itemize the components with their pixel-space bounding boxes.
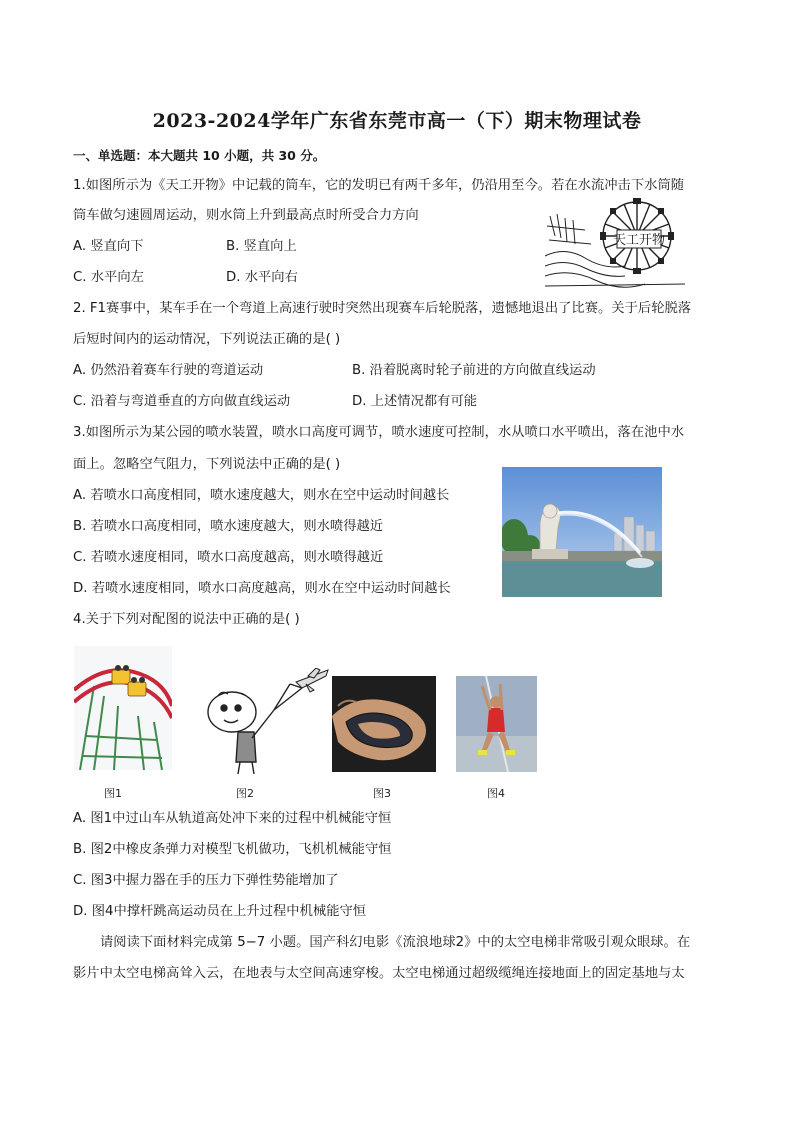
- q2-stem-line2: 后短时间内的运动情况，下列说法正确的是( ): [73, 332, 341, 347]
- figure-4-caption: 图4: [487, 787, 505, 800]
- hand-grip-photo: [332, 676, 436, 772]
- q3-option-b: B. 若喷水口高度相同，喷水速度越大，则水喷得越近: [73, 519, 384, 534]
- q3-option-d: D. 若喷水速度相同，喷水口高度越高，则水在空中运动时间越长: [73, 581, 451, 596]
- q2-option-d: D. 上述情况都有可能: [352, 394, 478, 409]
- fountain-photo: [502, 467, 662, 597]
- q4-option-b: B. 图2中橡皮条弹力对模型飞机做功，飞机机械能守恒: [73, 842, 392, 857]
- page-title: 2023-2024学年广东省东莞市高一（下）期末物理试卷: [152, 110, 642, 132]
- q1-option-c: C. 水平向左: [73, 270, 144, 285]
- q1-stem-line2: 筒车做匀速圆周运动，则水筒上升到最高点时所受合力方向: [73, 208, 419, 223]
- q4-stem: 4.关于下列对配图的说法中正确的是( ): [73, 612, 300, 627]
- water-wheel-figure: [545, 196, 685, 290]
- section-heading: 一、单选题：本大题共 10 小题，共 30 分。: [73, 148, 326, 163]
- passage-line1: 请阅读下面材料完成第 5−7 小题。国产科幻电影《流浪地球2》中的太空电梯非常吸引观众眼球。在: [100, 935, 691, 950]
- tiangong-seal-text: 天工开物: [612, 233, 666, 248]
- q2-option-a: A. 仍然沿着赛车行驶的弯道运动: [73, 363, 264, 378]
- q4-option-d: D. 图4中撑杆跳高运动员在上升过程中机械能守恒: [73, 904, 367, 919]
- q3-stem-line2: 面上。忽略空气阻力，下列说法中正确的是( ): [73, 457, 341, 472]
- figure-1-caption: 图1: [104, 787, 122, 800]
- model-plane-cartoon: [198, 668, 332, 776]
- q2-option-b: B. 沿着脱离时轮子前进的方向做直线运动: [352, 363, 596, 378]
- passage-line2: 影片中太空电梯高耸入云，在地表与太空间高速穿梭。太空电梯通过超级缆绳连接地面上的固定基地与太: [73, 966, 685, 981]
- q4-option-a: A. 图1中过山车从轨道高处冲下来的过程中机械能守恒: [73, 811, 392, 826]
- q4-option-c: C. 图3中握力器在手的压力下弹性势能增加了: [73, 873, 339, 888]
- pole-vault-photo: [456, 676, 537, 772]
- roller-coaster-photo: [74, 646, 172, 770]
- q1-stem-line1: 1.如图所示为《天工开物》中记载的筒车，它的发明已有两千多年，仍沿用至今。若在水流冲击下水筒随: [73, 178, 685, 193]
- q2-option-c: C. 沿着与弯道垂直的方向做直线运动: [73, 394, 291, 409]
- q3-option-a: A. 若喷水口高度相同，喷水速度越大，则水在空中运动时间越长: [73, 488, 450, 503]
- q1-option-b: B. 竖直向上: [226, 239, 297, 254]
- q3-option-c: C. 若喷水速度相同，喷水口高度越高，则水喷得越近: [73, 550, 384, 565]
- figure-3-caption: 图3: [373, 787, 391, 800]
- figure-2-caption: 图2: [236, 787, 254, 800]
- q1-option-d: D. 水平向右: [226, 270, 298, 285]
- q3-stem-line1: 3.如图所示为某公园的喷水装置，喷水口高度可调节，喷水速度可控制，水从喷口水平喷出，落在池中水: [73, 425, 685, 440]
- q2-stem-line1: 2. F1赛事中，某车手在一个弯道上高速行驶时突然出现赛车后轮脱落，遗憾地退出了比赛。关于后轮脱落: [73, 301, 692, 316]
- q1-option-a: A. 竖直向下: [73, 239, 144, 254]
